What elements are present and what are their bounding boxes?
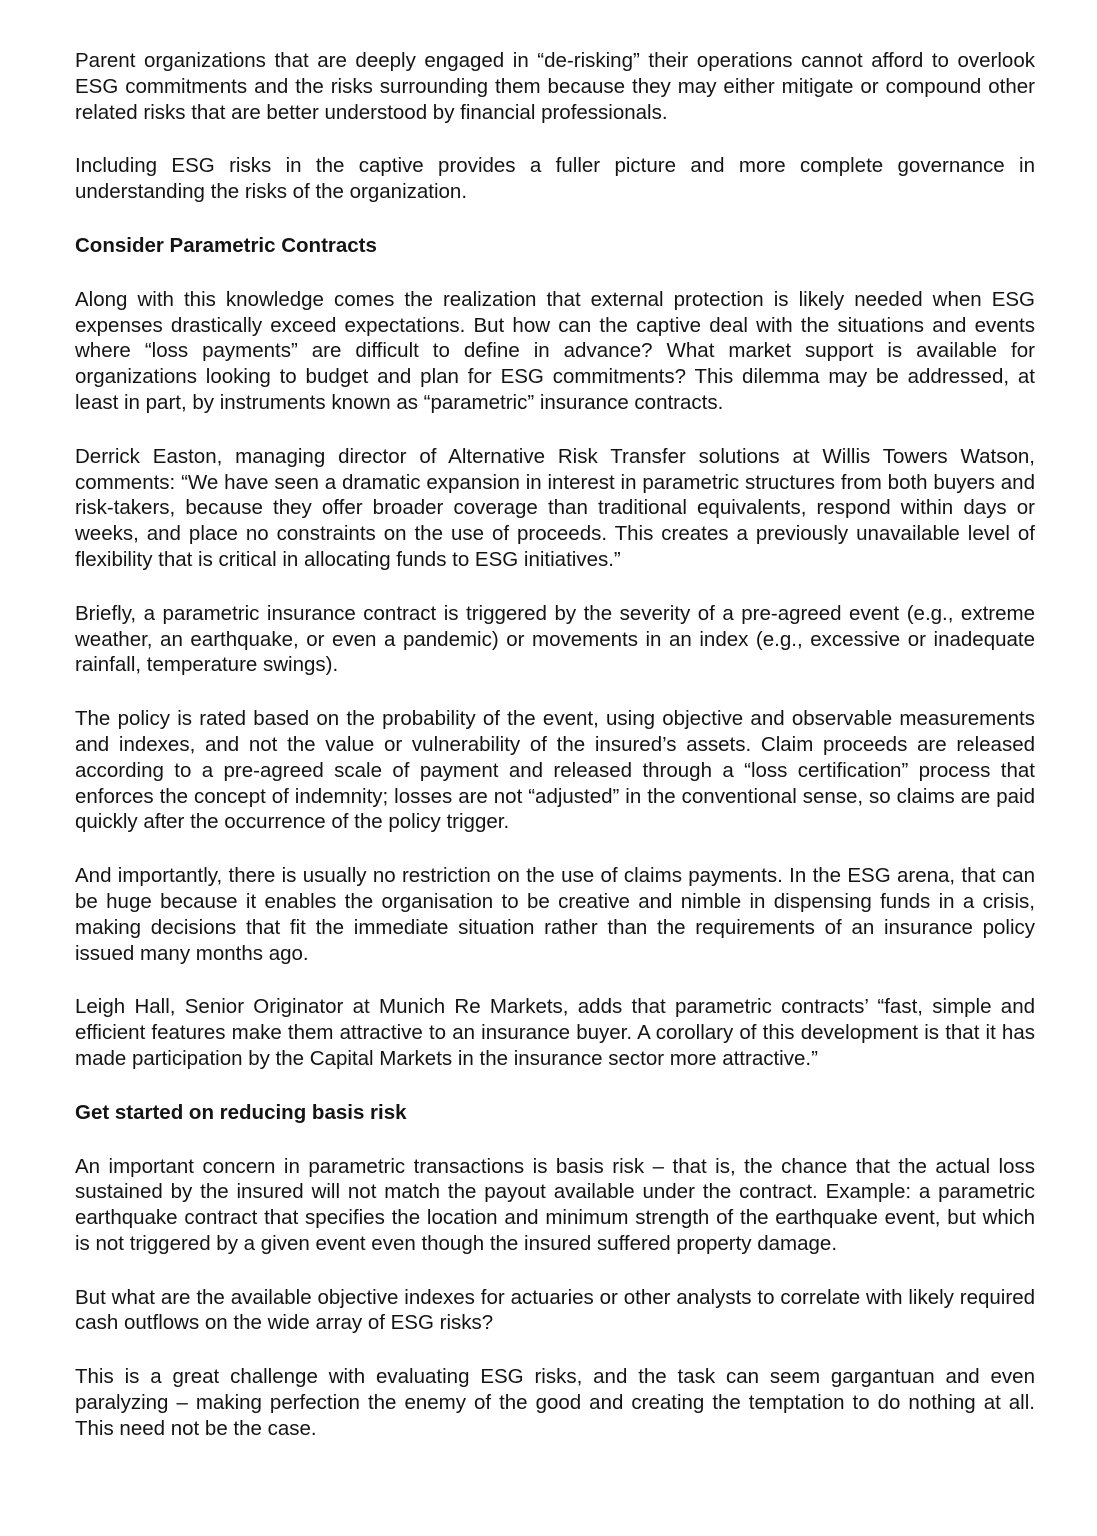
paragraph-parametric-definition: Briefly, a parametric insurance contract is triggered by the severity of a pre-agreed event (e.g., extreme weather, an earthquake, or even a pandemic) or movements in an index (e.g., excessive or inadequate rainfall, temperature swings).: [75, 601, 1035, 677]
paragraph-esg-captive: Including ESG risks in the captive provides a fuller picture and more complete governance in understanding the risks of the organization.: [75, 154, 1035, 204]
paragraph-great-challenge: This is a great challenge with evaluating ESG risks, and the task can seem gargantuan and even paralyzing – making perfection the enemy of the good and creating the temptation to do nothing at all. This need not be the case.: [75, 1365, 1035, 1440]
paragraph-objective-indexes: But what are the available objective indexes for actuaries or other analysts to correlate with likely required cash outflows on the wide array of ESG risks?: [75, 1285, 1035, 1335]
paragraph-leigh-hall-quote: Leigh Hall, Senior Originator at Munich Re Markets, adds that parametric contracts’ “fast, simple and efficient features make them attractive to an insurance buyer. A corollary of this development is that it has made participation by the Capital Markets in the insurance sector more attractive.”: [75, 995, 1035, 1070]
section-heading-basis-risk: Get started on reducing basis risk: [75, 1100, 407, 1124]
section-heading-parametric-contracts: Consider Parametric Contracts: [75, 233, 377, 257]
paragraph-basis-risk: An important concern in parametric transactions is basis risk – that is, the chance that the actual loss sustained by the insured will not match the payout available under the contract. Example: a parametric earthquake contract that specifies the location and minimum strength of the earthquake event, but which is not triggered by a given event even though the insured suffered property damage.: [75, 1154, 1035, 1255]
paragraph-claims-use: And importantly, there is usually no restriction on the use of claims payments. In the ESG arena, that can be huge because it enables the organisation to be creative and nimble in dispensing funds in a crisis, making decisions that fit the immediate situation rather than the requirements of an insurance policy issued many months ago.: [75, 864, 1035, 965]
document-page: [75, 48, 1035, 1470]
paragraph-de-risking: Parent organizations that are deeply engaged in “de-risking” their operations cannot afford to overlook ESG commitments and the risks surrounding them because they may either mitigate or compound other related risks that are better understood by financial professionals.: [75, 49, 1035, 124]
paragraph-derrick-easton-quote: Derrick Easton, managing director of Alternative Risk Transfer solutions at Willis Towers Watson, comments: “We have seen a dramatic expansion in interest in parametric structures from both buyers and risk-takers, because they offer broader coverage than traditional equivalents, respond within days or weeks, and place no constraints on the use of proceeds. This creates a previously unavailable level of flexibility that is critical in allocating funds to ESG initiatives.”: [75, 444, 1035, 571]
paragraph-policy-rating: The policy is rated based on the probability of the event, using objective and observable measurements and indexes, and not the value or vulnerability of the insured’s assets. Claim proceeds are released according to a pre-agreed scale of payment and released through a “loss certification” process that enforces the concept of indemnity; losses are not “adjusted” in the conventional sense, so claims are paid quickly after the occurrence of the policy trigger.: [75, 707, 1035, 834]
paragraph-external-protection: Along with this knowledge comes the realization that external protection is likely needed when ESG expenses drastically exceed expectations. But how can the captive deal with the situations and events where “loss payments” are difficult to define in advance? What market support is available for organizations looking to budget and plan for ESG commitments? This dilemma may be addressed, at least in part, by instruments known as “parametric” insurance contracts.: [75, 287, 1035, 414]
